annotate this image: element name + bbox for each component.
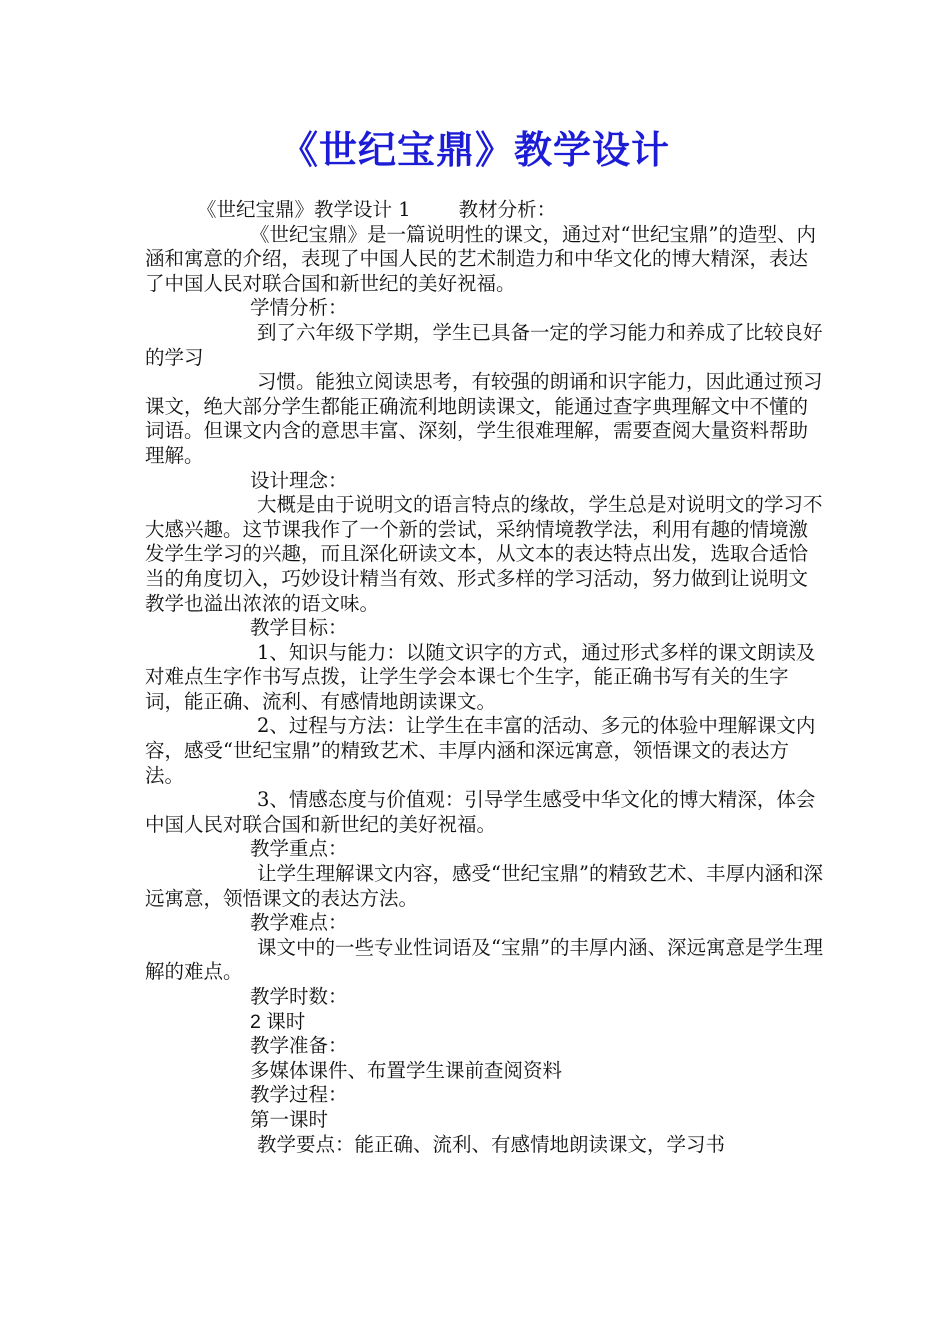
paragraph-learning-2: 习惯。能独立阅读思考，有较强的朗诵和识字能力，因此通过预习课文，绝大部分学生都能正确流利地朗读课文，能通过查字典理解文中不懂的词语。但课文内含的意思丰富、深刻，学生很难理解，需要查阅大量资料帮助理解。 bbox=[145, 370, 823, 467]
prep-value: 多媒体课件、布置学生课前查阅资料 bbox=[250, 1058, 563, 1082]
subtitle: 《世纪宝鼎》教学设计 1 bbox=[197, 198, 411, 221]
section-heading-key: 教学重点： bbox=[250, 837, 348, 861]
paragraph-material: 《世纪宝鼎》是一篇说明性的课文，通过对“世纪宝鼎”的造型、内涵和寓意的介绍，表现了中国人民的艺术制造力和中华文化的博大精深，表达了中国人民对联合国和新世纪的美好祝福。 bbox=[145, 222, 816, 295]
document-body bbox=[145, 198, 825, 1157]
goal-item-3: 3、情感态度与价值观：引导学生感受中华文化的博大精深，体会中国人民对联合国和新世纪的美好祝福。 bbox=[145, 788, 816, 836]
section-heading-process: 教学过程： bbox=[250, 1083, 348, 1107]
section-heading-learning: 学情分析： bbox=[250, 296, 348, 320]
section-heading-difficulty: 教学难点： bbox=[250, 911, 348, 935]
hours-value: 2 课时 bbox=[250, 1010, 306, 1033]
paragraph-teaching-points: 教学要点：能正确、流利、有感情地朗读课文，学习书 bbox=[257, 1132, 726, 1156]
section-heading-goals: 教学目标： bbox=[250, 616, 348, 640]
document-title: 《世纪宝鼎》教学设计 bbox=[279, 128, 670, 172]
subtitle-line bbox=[145, 198, 825, 223]
goal-item-1: 1、知识与能力：以随文识字的方式，通过形式多样的课文朗读及对难点生字作书写点拨，让学生学会本课七个生字，能正确书写有关的生字词，能正确、流利、有感情地朗读课文。 bbox=[145, 640, 816, 713]
goal-item-2: 2、过程与方法：让学生在丰富的活动、多元的体验中理解课文内容，感受“世纪宝鼎”的精致艺术、丰厚内涵和深远寓意，领悟课文的表达方法。 bbox=[145, 714, 816, 787]
first-lesson-label: 第一课时 bbox=[250, 1107, 329, 1131]
paragraph-key: 让学生理解课文内容，感受“世纪宝鼎”的精致艺术、丰厚内涵和深远寓意，领悟课文的表达方法。 bbox=[145, 862, 823, 910]
paragraph-learning-1: 到了六年级下学期，学生已具备一定的学习能力和养成了比较良好的学习 bbox=[145, 320, 823, 369]
section-heading-hours: 教学时数： bbox=[250, 985, 348, 1008]
section-heading-material: 教材分析： bbox=[458, 198, 557, 221]
paragraph-difficulty: 课文中的一些专业性词语及“宝鼎”的丰厚内涵、深远寓意是学生理解的难点。 bbox=[145, 935, 823, 984]
section-heading-prep: 教学准备： bbox=[250, 1034, 348, 1058]
paragraph-design: 大概是由于说明文的语言特点的缘故，学生总是对说明文的学习不大感兴趣。这节课我作了一个新的尝试，采纳情境教学法，利用有趣的情境激发学生学习的兴趣，而且深化研读文本，从文本的表达特点出发，选取合适恰当的角度切入，巧妙设计精当有效、形式多样的学习活动，努力做到让说明文教学也溢出浓浓的语文味。 bbox=[145, 493, 823, 615]
section-heading-design: 设计理念： bbox=[250, 468, 348, 492]
